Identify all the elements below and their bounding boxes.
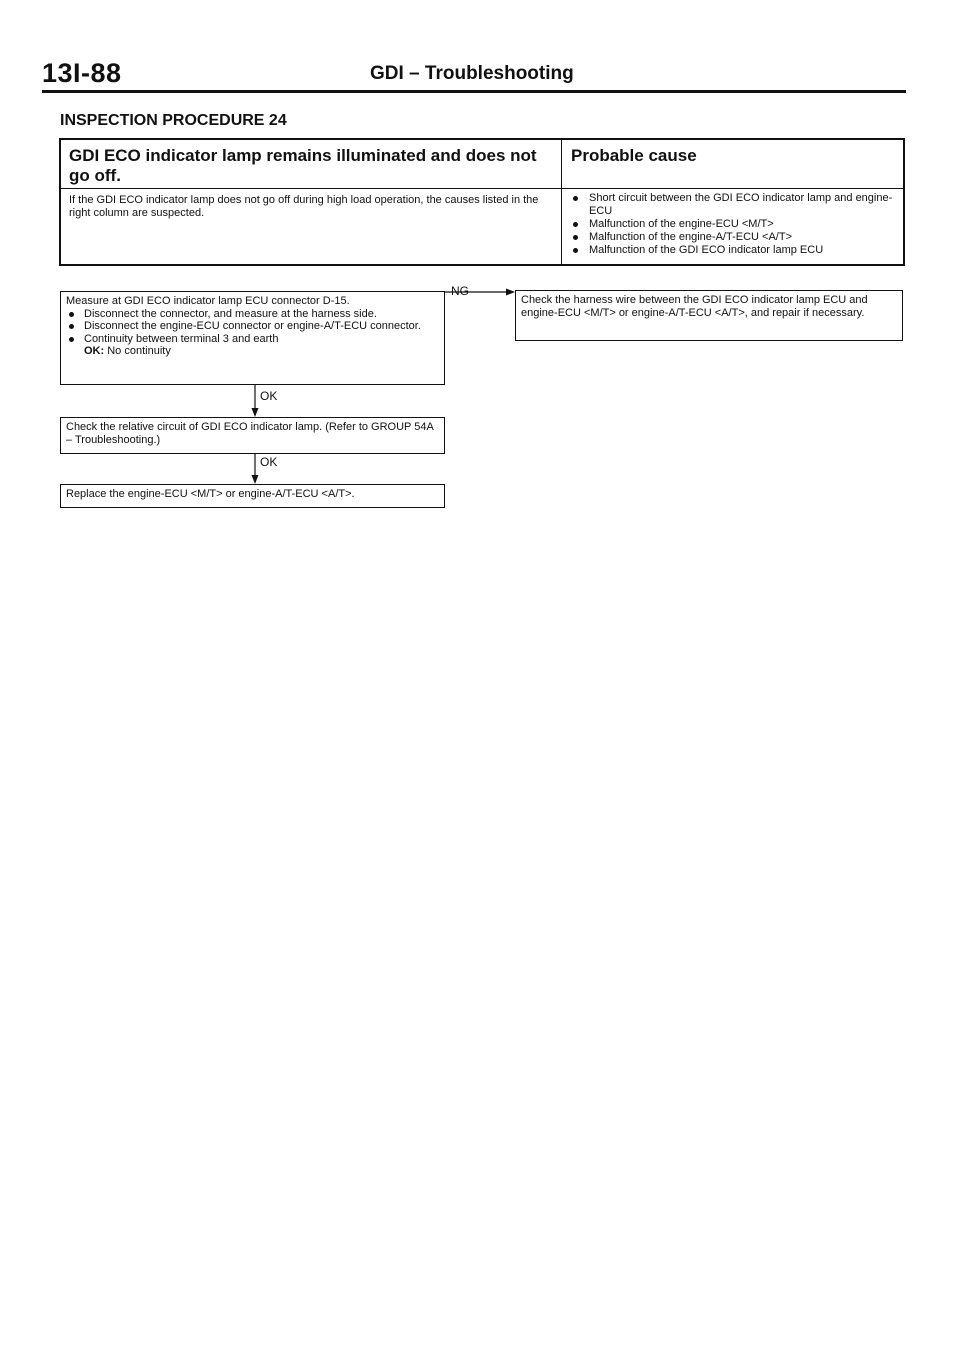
measure-step-item-text: Continuity between terminal 3 and earth — [84, 332, 279, 345]
cause-item-text: Short circuit between the GDI ECO indicator lamp and engine-ECU — [589, 192, 893, 217]
measure-step-item — [66, 333, 439, 346]
cause-item-text: Malfunction of the GDI ECO indicator lamp ECU — [589, 244, 824, 256]
symptom-description: If the GDI ECO indicator lamp does not go off during high load operation, the causes listed in the right column are suspected. — [69, 194, 539, 219]
ok-label-2: OK — [260, 455, 278, 469]
measure-step-item-text: Disconnect the connector, and measure at the harness side. — [84, 307, 377, 320]
measure-step-item — [66, 320, 439, 333]
ok-label-1: OK — [260, 389, 278, 403]
ok-arrowhead-icon-1 — [252, 408, 259, 417]
measure-step-item-text: Disconnect the engine-ECU connector or engine-A/T-ECU connector. — [84, 320, 421, 332]
ok-criterion — [66, 345, 439, 358]
procedure-title: INSPECTION PROCEDURE 24 — [60, 112, 287, 129]
measure-step-title: Measure at GDI ECO indicator lamp ECU connector D-15. — [66, 295, 350, 307]
circuit-check-box — [60, 417, 445, 454]
bullet-icon — [69, 324, 74, 329]
bullet-icon — [69, 312, 74, 317]
replace-ecu-text: Replace the engine-ECU <M/T> or engine-A/T-ECU <A/T>. — [66, 488, 355, 500]
replace-ecu-box — [60, 484, 445, 508]
symptom-heading: GDI ECO indicator lamp remains illuminated and does not go off. — [69, 146, 537, 185]
ok-criterion-label: OK: — [84, 345, 105, 357]
measure-step-item — [66, 308, 439, 321]
circuit-check-text: Check the relative circuit of GDI ECO indicator lamp. (Refer to GROUP 54A – Troubleshooting.) — [66, 421, 434, 446]
ng-action-text: Check the harness wire between the GDI ECO indicator lamp ECU and engine-ECU <M/T> or engine-A/T-ECU <A/T>, and repair if necessary. — [521, 294, 868, 319]
bullet-icon — [69, 337, 74, 342]
page-number: 13I-88 — [42, 58, 122, 88]
cause-item-text: Malfunction of the engine-A/T-ECU <A/T> — [589, 231, 792, 243]
ok-arrowhead-icon-2 — [252, 475, 259, 484]
flowchart-connectors — [0, 0, 960, 560]
ok-criterion-value: No continuity — [107, 345, 171, 357]
ng-arrowhead-icon — [506, 289, 515, 296]
probable-cause-heading: Probable cause — [571, 146, 697, 165]
page-title: GDI – Troubleshooting — [370, 63, 574, 84]
measure-step-list — [66, 308, 439, 346]
ng-action-box — [515, 290, 903, 341]
cause-item-text: Malfunction of the engine-ECU <M/T> — [589, 218, 774, 230]
measure-step-box — [60, 291, 445, 385]
ng-label: NG — [451, 284, 469, 298]
